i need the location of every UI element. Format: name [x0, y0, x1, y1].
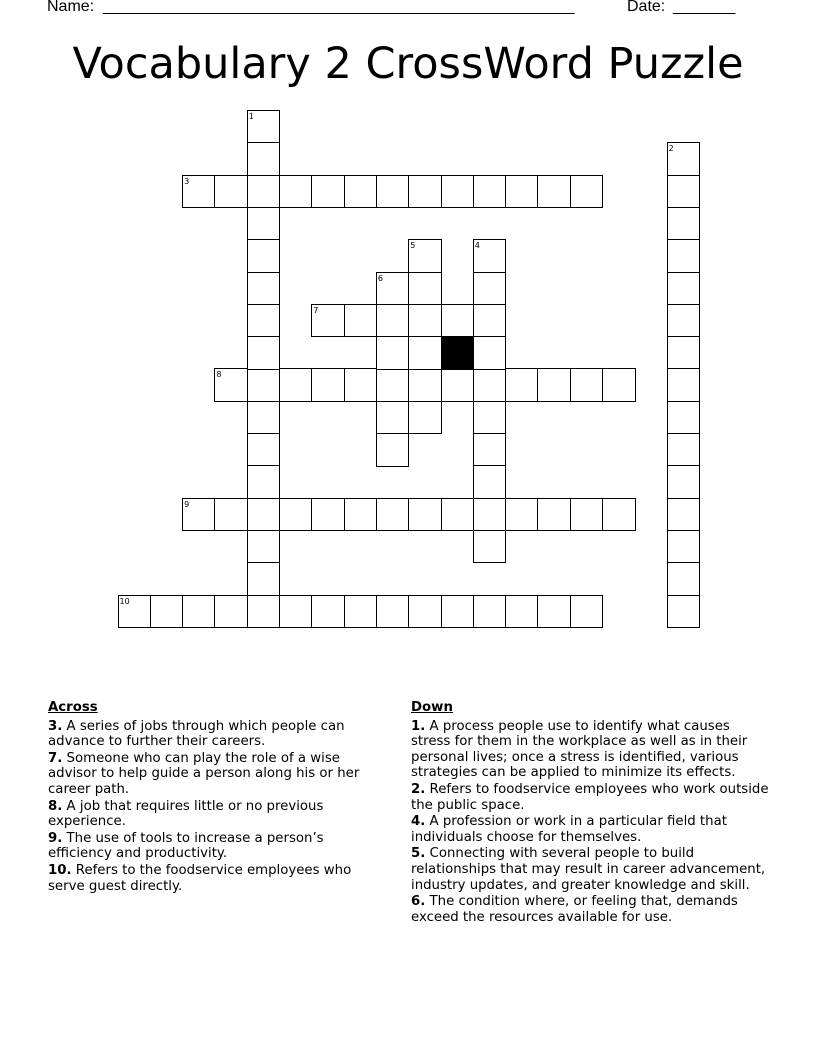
grid-cell[interactable]: [570, 175, 604, 209]
grid-cell[interactable]: [473, 336, 507, 370]
grid-cell[interactable]: [537, 368, 571, 402]
clue-text: The use of tools to increase a person’s efficiency and productivity.: [48, 830, 324, 862]
across-clue: [48, 831, 383, 862]
grid-cell[interactable]: [247, 336, 281, 370]
grid-cell[interactable]: [570, 595, 604, 629]
grid-cell[interactable]: [408, 175, 442, 209]
grid-cell[interactable]: [667, 175, 701, 209]
grid-cell[interactable]: [537, 595, 571, 629]
grid-cell[interactable]: [311, 368, 345, 402]
clue-text: Someone who can play the role of a wise advisor to help guide a person along his or her career path.: [48, 750, 360, 797]
grid-cell[interactable]: [247, 562, 281, 596]
clue-number: 8.: [48, 798, 63, 814]
grid-cell[interactable]: [247, 175, 281, 209]
grid-clue-number: 1: [248, 112, 254, 121]
grid-cell[interactable]: [214, 175, 248, 209]
grid-cell[interactable]: [602, 498, 636, 532]
across-clue: [48, 863, 383, 894]
down-clue: [411, 894, 771, 925]
grid-cell[interactable]: [214, 595, 248, 629]
grid-cell[interactable]: [505, 368, 539, 402]
grid-cell[interactable]: [408, 595, 442, 629]
grid-cell[interactable]: [667, 595, 701, 629]
grid-cell[interactable]: [247, 433, 281, 467]
grid-cell[interactable]: [667, 433, 701, 467]
down-clue: [411, 846, 771, 893]
name-label: Name:: [47, 0, 95, 15]
grid-clue-number: 7: [313, 305, 319, 315]
grid-cell[interactable]: [667, 207, 701, 241]
grid-cell[interactable]: [667, 336, 701, 370]
grid-cell[interactable]: [473, 465, 507, 499]
grid-cell[interactable]: [214, 498, 248, 532]
grid-clue-number: 3: [184, 176, 190, 186]
down-clues: [411, 700, 771, 926]
grid-cell[interactable]: [279, 498, 313, 532]
grid-cell[interactable]: [279, 368, 313, 402]
grid-cell[interactable]: [311, 498, 345, 532]
clue-number: 5.: [411, 846, 426, 862]
grid-cell[interactable]: [473, 401, 507, 435]
down-heading: Down: [411, 700, 453, 715]
grid-cell[interactable]: [537, 175, 571, 209]
grid-cell[interactable]: [247, 465, 281, 499]
grid-cell[interactable]: [344, 175, 378, 209]
grid-cell[interactable]: [344, 498, 378, 532]
grid-cell[interactable]: [473, 304, 507, 338]
grid-cell[interactable]: [376, 304, 410, 338]
grid-cell[interactable]: [408, 498, 442, 532]
clue-text: Refers to the foodservice employees who serve guest directly.: [48, 862, 352, 894]
grid-cell[interactable]: [408, 336, 442, 370]
grid-cell[interactable]: [376, 498, 410, 532]
grid-cell[interactable]: [376, 401, 410, 435]
grid-cell[interactable]: [570, 368, 604, 402]
grid-cell[interactable]: [247, 239, 281, 273]
clue-text: A profession or work in a particular field that individuals choose for themselves.: [411, 814, 727, 845]
grid-cell[interactable]: [473, 368, 507, 402]
grid-cell[interactable]: [667, 401, 701, 435]
grid-cell[interactable]: [537, 498, 571, 532]
clue-number: 10.: [48, 862, 72, 878]
grid-block: [441, 336, 475, 370]
across-clue: [48, 799, 383, 830]
grid-cell[interactable]: [279, 175, 313, 209]
grid-cell[interactable]: [667, 304, 701, 338]
grid-cell[interactable]: [344, 368, 378, 402]
grid-cell[interactable]: [441, 368, 475, 402]
clue-number: 3.: [48, 718, 63, 734]
grid-cell[interactable]: [505, 595, 539, 629]
clue-number: 1.: [411, 718, 426, 734]
grid-cell[interactable]: [311, 595, 345, 629]
grid-cell[interactable]: [473, 530, 507, 564]
grid-clue-number: 10: [119, 596, 130, 606]
grid-clue-number: 5: [410, 241, 416, 251]
across-clues: [48, 700, 383, 895]
grid-cell[interactable]: [667, 239, 701, 273]
grid-cell[interactable]: [473, 595, 507, 629]
grid-cell[interactable]: [247, 272, 281, 306]
grid-cell[interactable]: [247, 530, 281, 564]
date-label: Date:: [627, 0, 666, 15]
grid-cell[interactable]: [408, 401, 442, 435]
grid-cell[interactable]: [247, 304, 281, 338]
grid-clue-number: 2: [668, 144, 674, 154]
clue-number: 7.: [48, 750, 63, 766]
grid-cell[interactable]: [376, 175, 410, 209]
grid-cell[interactable]: [667, 272, 701, 306]
grid-cell[interactable]: [441, 304, 475, 338]
grid-cell[interactable]: [441, 595, 475, 629]
clue-text: A job that requires little or no previous experience.: [48, 798, 324, 830]
grid-cell[interactable]: [505, 175, 539, 209]
across-clue: [48, 751, 383, 798]
page-title: Vocabulary 2 CrossWord Puzzle: [72, 39, 744, 89]
clue-number: 6.: [411, 894, 426, 910]
grid-cell[interactable]: [311, 175, 345, 209]
grid-cell[interactable]: [667, 562, 701, 596]
grid-cell[interactable]: [473, 498, 507, 532]
clue-text: The condition where, or feeling that, demands exceed the resources available for use.: [411, 894, 738, 925]
grid-cell[interactable]: [667, 530, 701, 564]
grid-clue-number: 9: [184, 499, 190, 509]
grid-cell[interactable]: [408, 272, 442, 306]
grid-cell[interactable]: [408, 304, 442, 338]
grid-cell[interactable]: [441, 175, 475, 209]
grid-cell[interactable]: [667, 498, 701, 532]
clue-number: 9.: [48, 830, 63, 846]
grid-cell[interactable]: [667, 465, 701, 499]
grid-cell[interactable]: [473, 433, 507, 467]
down-clue: [411, 719, 771, 781]
grid-clue-number: 4: [474, 241, 480, 251]
grid-cell[interactable]: [408, 368, 442, 402]
grid-cell[interactable]: [473, 175, 507, 209]
across-heading: Across: [48, 700, 98, 715]
clue-text: Connecting with several people to build relationships that may result in career advancement, industry updates, and greater knowledge and skill.: [411, 846, 766, 893]
grid-cell[interactable]: [150, 595, 184, 629]
down-clue: [411, 814, 771, 845]
grid-cell[interactable]: [247, 142, 281, 176]
grid-cell[interactable]: [667, 368, 701, 402]
grid-cell[interactable]: [344, 304, 378, 338]
clue-number: 2.: [411, 781, 426, 797]
grid-cell[interactable]: [279, 595, 313, 629]
grid-cell[interactable]: [182, 595, 216, 629]
clue-text: A series of jobs through which people can advance to further their careers.: [48, 718, 345, 750]
grid-cell[interactable]: [376, 336, 410, 370]
grid-cell[interactable]: [602, 368, 636, 402]
grid-cell[interactable]: [247, 595, 281, 629]
grid-cell[interactable]: [247, 368, 281, 402]
down-clue: [411, 782, 771, 813]
grid-cell[interactable]: [505, 498, 539, 532]
grid-cell[interactable]: [376, 368, 410, 402]
grid-clue-number: 6: [377, 273, 383, 283]
grid-cell[interactable]: [247, 401, 281, 435]
grid-cell[interactable]: [247, 207, 281, 241]
across-clue: [48, 719, 383, 750]
grid-cell[interactable]: [441, 498, 475, 532]
name-field[interactable]: _____________________________________________________: [103, 0, 575, 15]
grid-clue-number: 8: [216, 370, 222, 380]
grid-cell[interactable]: [376, 595, 410, 629]
date-field[interactable]: _______: [673, 0, 736, 15]
grid-cell[interactable]: [247, 498, 281, 532]
grid-cell[interactable]: [376, 433, 410, 467]
grid-cell[interactable]: [344, 595, 378, 629]
clue-text: Refers to foodservice employees who work outside the public space.: [411, 781, 769, 813]
grid-cell[interactable]: [473, 272, 507, 306]
clue-number: 4.: [411, 814, 426, 830]
grid-cell[interactable]: [570, 498, 604, 532]
clue-text: A process people use to identify what causes stress for them in the workplace as well as in their personal lives; once a stress is identified, various strategies can be applied to minimize its effects.: [411, 718, 748, 781]
